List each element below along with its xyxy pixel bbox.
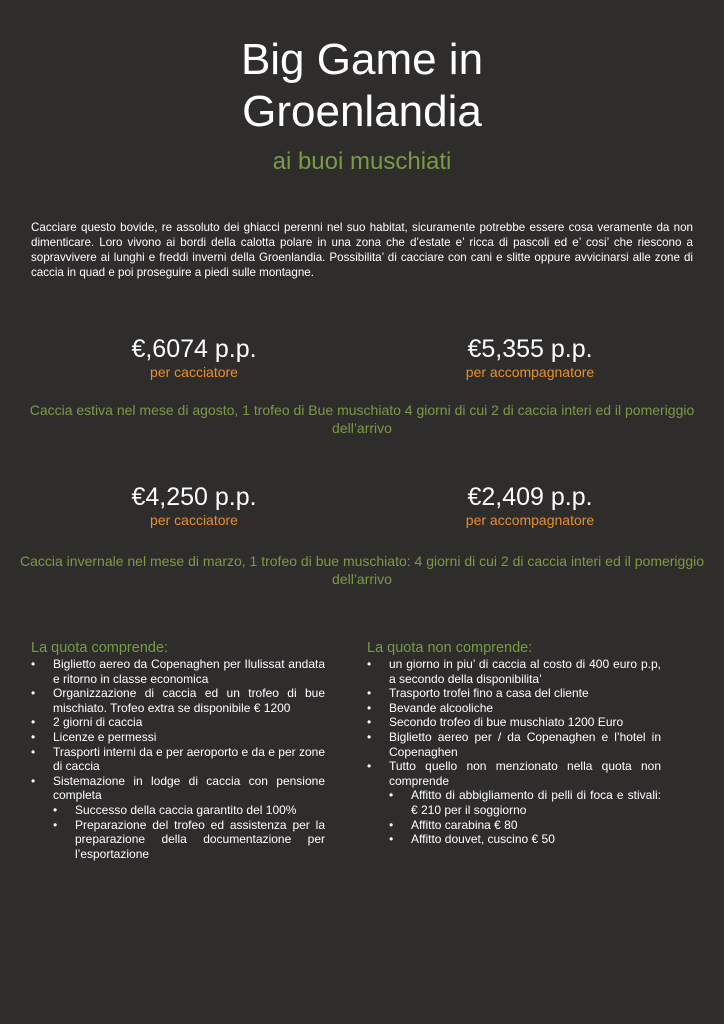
- includes-list: [31, 657, 325, 803]
- page-subtitle: ai buoi muschiati: [272, 148, 452, 175]
- list-item: • Licenze e permessi: [31, 730, 325, 745]
- list-item: • Organizzazione di caccia ed un trofeo di bue mischiato. Trofeo extra se disponibile € 1200: [31, 686, 325, 715]
- list-item: • Bevande alcooliche: [367, 701, 661, 716]
- list-item: • Biglietto aereo da Copenaghen per Ilulissat andata e ritorno in classe economica: [31, 657, 325, 686]
- summer-description: Caccia estiva nel mese di agosto, 1 trofeo di Bue muschiato 4 giorni di cui 2 di caccia interi ed il pomeriggio dell’arrivo: [29, 402, 695, 436]
- list-item: • 2 giorni di caccia: [31, 715, 325, 730]
- summer-companion-label: per accompagnatore: [465, 364, 595, 380]
- winter-companion-price-block: [380, 482, 680, 528]
- winter-companion-label: per accompagnatore: [465, 512, 595, 528]
- summer-hunter-price: €,6074 p.p.: [131, 335, 257, 363]
- excludes-section: [367, 640, 661, 847]
- title-line-2: Groenlandia: [242, 87, 482, 136]
- winter-hunter-label: per cacciatore: [150, 512, 238, 528]
- list-item: • Biglietto aereo per / da Copenaghen e l’hotel in Copenaghen: [367, 730, 661, 759]
- excludes-list: [367, 657, 661, 788]
- list-item: • Secondo trofeo di bue muschiato 1200 Euro: [367, 715, 661, 730]
- list-item: • Trasporto trofei fino a casa del cliente: [367, 686, 661, 701]
- list-item: • Trasporti interni da e per aeroporto e da e per zone di caccia: [31, 745, 325, 774]
- list-item: • un giorno in piu’ di caccia al costo di 400 euro p.p, a secondo della disponibilita’: [367, 657, 661, 686]
- winter-hunter-price: €4,250 p.p.: [131, 483, 257, 511]
- title-line-1: Big Game in: [240, 35, 484, 84]
- winter-companion-price: €2,409 p.p.: [467, 483, 593, 511]
- sub-list-item: • Affitto carabina € 80: [389, 818, 661, 833]
- winter-hunter-price-block: [44, 482, 344, 528]
- includes-section: [31, 640, 325, 861]
- summer-hunter-label: per cacciatore: [150, 364, 238, 380]
- winter-description: Caccia invernale nel mese di marzo, 1 trofeo di bue muschiato: 4 giorni di cui 2 di caccia interi ed il pomeriggio dell’arrivo: [20, 553, 705, 587]
- list-item: • Tutto quello non menzionato nella quota non comprende: [367, 759, 661, 788]
- sub-list-item: • Successo della caccia garantito del 100%: [53, 803, 325, 818]
- includes-sublist: [53, 803, 325, 861]
- summer-companion-price: €5,355 p.p.: [467, 335, 593, 363]
- summer-companion-price-block: [380, 334, 680, 380]
- intro-paragraph: Cacciare questo bovide, re assoluto dei ghiacci perenni nel suo habitat, sicuramente potrebbe essere cosa veramente da non dimenticare. Loro vivono ai bordi della calotta polare in una zona che d’estate e’ ricca di pascoli ed e’ cosi’ che riescono a sopravvivere ai lunghi e freddi inverni della Groenlandia. Possibilita’ di cacciare con cani e slitte oppure avvicinarsi alle zone di caccia in quad e poi proseguire a piedi sulle montagne.: [31, 221, 693, 279]
- summer-hunter-price-block: [44, 334, 344, 380]
- sub-list-item: • Preparazione del trofeo ed assistenza per la preparazione della documentazione per l’esportazione: [53, 818, 325, 862]
- excludes-sublist: [389, 788, 661, 846]
- sub-list-item: • Affitto di abbigliamento di pelli di foca e stivali: € 210 per il soggiorno: [389, 788, 661, 817]
- sub-list-item: • Affitto douvet, cuscino € 50: [389, 832, 661, 847]
- includes-heading: La quota comprende:: [31, 640, 169, 656]
- list-item: • Sistemazione in lodge di caccia con pensione completa: [31, 774, 325, 803]
- page-title: [0, 34, 724, 138]
- excludes-heading: La quota non comprende:: [367, 640, 533, 656]
